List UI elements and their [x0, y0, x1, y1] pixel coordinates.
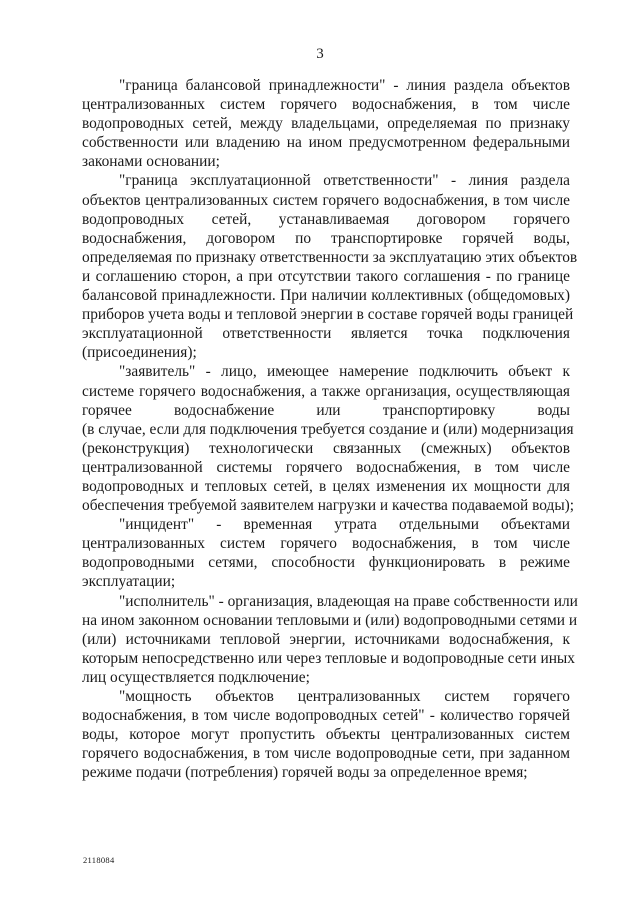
page-number: 3	[316, 46, 324, 62]
text-line: централизованных систем горячего водоснабжения, в том числе	[82, 96, 570, 114]
text-line: которым непосредственно или через тепловые и водопроводные сети иных	[82, 649, 575, 667]
text-line: объектов централизованных систем горячего водоснабжения, в том числе	[82, 191, 570, 209]
text-line: централизованной системы горячего водоснабжения, в том числе	[82, 458, 570, 476]
text-line: и соглашению сторон, а при отсутствии такого соглашения - по границе	[82, 267, 570, 285]
text-line: воды, которое могут пропустить объекты централизованных систем	[82, 726, 570, 744]
text-line: лиц осуществляется подключение;	[82, 668, 310, 686]
text-line: обеспечения требуемой заявителем нагрузки и качества подаваемой воды);	[82, 497, 575, 515]
text-line: законами основании;	[82, 153, 220, 171]
text-line: балансовой принадлежности. При наличии коллективных (общедомовых)	[82, 287, 570, 305]
text-line: (или) источниками тепловой энергии, источниками водоснабжения, к	[82, 630, 570, 648]
text-line: режиме подачи (потребления) горячей воды за определенное время;	[82, 764, 528, 782]
document-body	[82, 76, 578, 782]
paragraph	[82, 76, 570, 171]
text-line: (в случае, если для подключения требуется создание и (или) модернизация	[82, 420, 574, 438]
text-line: системе горячего водоснабжения, а также организация, осуществляющая	[82, 382, 570, 400]
text-line: водопроводных и тепловых сетей, в целях изменения их мощности для	[82, 477, 570, 495]
paragraph	[82, 362, 575, 515]
text-line: водоснабжения, договором по транспортировке горячей воды,	[82, 229, 570, 247]
text-line: горячее водоснабжение или транспортировку воды	[82, 401, 570, 419]
text-line: водоснабжения, в том числе водопроводных сетей" - количество горячей	[82, 707, 570, 725]
text-line: приборов учета воды и тепловой энергии в составе горячей воды границей	[82, 306, 574, 324]
text-line: "граница балансовой принадлежности" - линия раздела объектов	[119, 77, 570, 94]
document-code: 2118084	[83, 855, 115, 865]
text-line: "мощность объектов централизованных систем горячего	[119, 688, 570, 705]
paragraph	[82, 515, 570, 591]
text-line: (присоединения);	[82, 344, 197, 362]
text-line: водопроводных сетей, устанавливаемая договором горячего	[82, 210, 570, 228]
text-line: горячего водоснабжения, в том числе водопроводные сети, при заданном	[82, 745, 570, 763]
text-line: "заявитель" - лицо, имеющее намерение подключить объект к	[119, 363, 570, 381]
text-line: водопроводными сетями, способности функционировать в режиме	[82, 554, 570, 572]
text-line: (реконструкция) технологически связанных (смежных) объектов	[82, 439, 570, 457]
text-line: "инцидент" - временная утрата отдельными объектами	[119, 516, 570, 534]
text-line: эксплуатационной ответственности является точка подключения	[82, 325, 570, 343]
text-line: "исполнитель" - организация, владеющая на праве собственности или	[119, 592, 578, 610]
paragraph	[82, 687, 570, 782]
text-line: централизованных систем горячего водоснабжения, в том числе	[82, 535, 570, 553]
text-line: собственности или владению на ином предусмотренном федеральными	[82, 134, 570, 152]
text-line: эксплуатации;	[82, 573, 176, 591]
text-line: определяемая по признаку ответственности за эксплуатацию этих объектов	[82, 248, 578, 266]
paragraph	[82, 592, 578, 687]
paragraph	[82, 171, 578, 362]
text-line: на ином законном основании тепловыми и (или) водопроводными сетями и	[82, 611, 578, 629]
text-line: "граница эксплуатационной ответственности" - линия раздела	[119, 172, 570, 190]
text-line: водопроводных сетей, между владельцами, определяемая по признаку	[82, 115, 570, 133]
